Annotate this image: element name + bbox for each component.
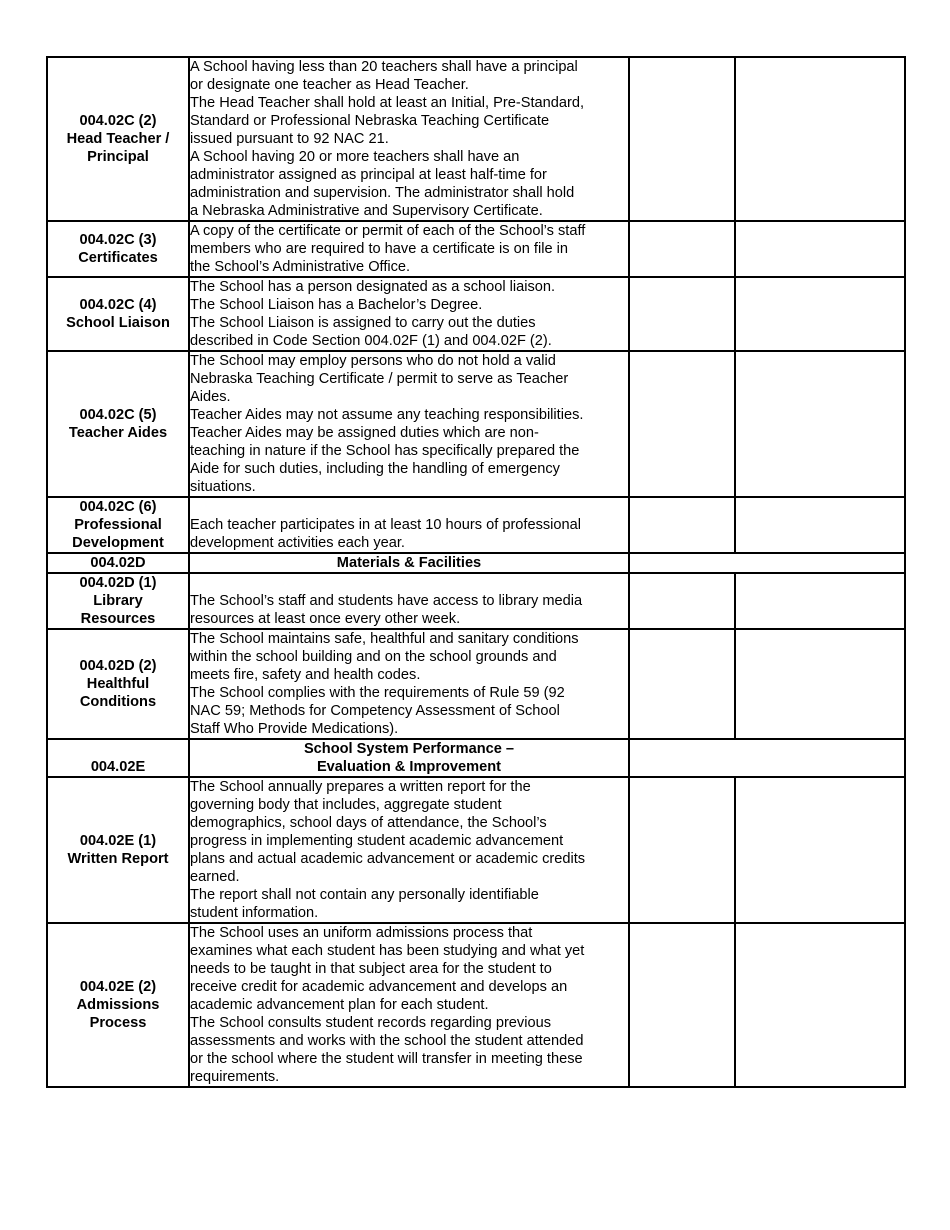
requirement-line: administration and supervision. The administrator shall hold xyxy=(190,185,575,201)
section-code: 004.02E xyxy=(90,759,146,775)
section-heading-row xyxy=(47,553,905,573)
blank-cell xyxy=(629,553,905,573)
section-heading-line: Evaluation & Improvement xyxy=(316,759,502,775)
section-code: 004.02D (1) xyxy=(79,575,157,591)
status-cell xyxy=(629,573,735,629)
table-row xyxy=(47,573,905,629)
table-row xyxy=(47,629,905,739)
requirement-text xyxy=(189,573,629,629)
code-cell xyxy=(47,277,189,351)
requirement-line: earned. xyxy=(190,869,240,885)
code-cell xyxy=(47,553,189,573)
requirement-text xyxy=(189,221,629,277)
notes-cell xyxy=(735,351,905,497)
requirement-line: The School maintains safe, healthful and sanitary conditions xyxy=(190,631,579,647)
status-cell xyxy=(629,497,735,553)
section-heading-line: School System Performance – xyxy=(303,741,515,757)
requirement-line: academic advancement plan for each student. xyxy=(190,997,489,1013)
code-cell xyxy=(47,629,189,739)
requirement-line: The School uses an uniform admissions process that xyxy=(190,925,533,941)
notes-cell xyxy=(735,923,905,1087)
requirement-line: resources at least once every other week. xyxy=(190,611,461,627)
section-heading-row xyxy=(47,739,905,777)
requirement-text xyxy=(189,777,629,923)
requirement-line: assessments and works with the school the student attended xyxy=(190,1033,584,1049)
notes-cell xyxy=(735,57,905,221)
requirement-line: Nebraska Teaching Certificate / permit to serve as Teacher xyxy=(190,371,569,387)
notes-cell xyxy=(735,573,905,629)
section-code: 004.02C (2) xyxy=(79,113,157,129)
section-title: Admissions xyxy=(76,997,160,1013)
requirement-line: A School having 20 or more teachers shall have an xyxy=(190,149,520,165)
requirement-line: receive credit for academic advancement and develops an xyxy=(190,979,568,995)
requirement-line: examines what each student has been studying and what yet xyxy=(190,943,585,959)
requirement-line: The School has a person designated as a school liaison. xyxy=(190,279,556,295)
requirement-line: Standard or Professional Nebraska Teaching Certificate xyxy=(190,113,550,129)
requirement-text xyxy=(189,277,629,351)
code-cell xyxy=(47,351,189,497)
status-cell xyxy=(629,351,735,497)
section-title: School Liaison xyxy=(66,315,170,331)
section-code: 004.02C (3) xyxy=(79,232,157,248)
requirement-line: the School’s Administrative Office. xyxy=(190,259,411,275)
section-heading xyxy=(189,739,629,777)
requirement-text xyxy=(189,351,629,497)
status-cell xyxy=(629,777,735,923)
requirement-line: situations. xyxy=(190,479,256,495)
section-code: 004.02E (2) xyxy=(79,979,157,995)
section-code: 004.02C (6) xyxy=(79,499,157,515)
requirement-line: needs to be taught in that subject area for the student to xyxy=(190,961,552,977)
code-cell xyxy=(47,57,189,221)
notes-cell xyxy=(735,221,905,277)
table-row xyxy=(47,277,905,351)
requirement-text xyxy=(189,497,629,553)
section-title: Process xyxy=(89,1015,147,1031)
notes-cell xyxy=(735,629,905,739)
requirement-line: or the school where the student will transfer in meeting these xyxy=(190,1051,583,1067)
section-title: Conditions xyxy=(79,694,157,710)
requirement-text xyxy=(189,57,629,221)
notes-cell xyxy=(735,777,905,923)
code-cell xyxy=(47,573,189,629)
table-row xyxy=(47,497,905,553)
table-row xyxy=(47,777,905,923)
section-title: Resources xyxy=(80,611,156,627)
section-title: Written Report xyxy=(67,851,169,867)
requirements-table-body xyxy=(47,57,905,1087)
requirement-line: members who are required to have a certificate is on file in xyxy=(190,241,568,257)
section-code: 004.02D xyxy=(90,555,146,571)
requirement-line: Aide for such duties, including the handling of emergency xyxy=(190,461,560,477)
requirement-line: The School complies with the requirements of Rule 59 (92 xyxy=(190,685,565,701)
requirement-line: The School annually prepares a written report for the xyxy=(190,779,531,795)
section-heading xyxy=(189,553,629,573)
notes-cell xyxy=(735,497,905,553)
requirement-line: development activities each year. xyxy=(190,535,405,551)
section-title: Library xyxy=(93,593,143,609)
requirement-line: The School consults student records regarding previous xyxy=(190,1015,551,1031)
requirement-line: The School may employ persons who do not hold a valid xyxy=(190,353,556,369)
requirement-line: A copy of the certificate or permit of each of the School’s staff xyxy=(190,223,586,239)
code-cell xyxy=(47,923,189,1087)
requirement-line: plans and actual academic advancement or academic credits xyxy=(190,851,586,867)
requirement-line: Staff Who Provide Medications). xyxy=(190,721,399,737)
status-cell xyxy=(629,57,735,221)
requirement-line: requirements. xyxy=(190,1069,280,1085)
section-title: Healthful xyxy=(86,676,150,692)
table-row xyxy=(47,923,905,1087)
blank-cell xyxy=(629,739,905,777)
requirement-line: demographics, school days of attendance, the School’s xyxy=(190,815,547,831)
requirement-line: The report shall not contain any personally identifiable xyxy=(190,887,539,903)
table-row xyxy=(47,221,905,277)
requirement-line: a Nebraska Administrative and Supervisory Certificate. xyxy=(190,203,543,219)
section-title: Professional xyxy=(74,517,162,533)
status-cell xyxy=(629,277,735,351)
requirement-line: The School’s staff and students have access to library media xyxy=(190,593,583,609)
requirement-line: A School having less than 20 teachers shall have a principal xyxy=(190,59,578,75)
requirement-line: meets fire, safety and health codes. xyxy=(190,667,421,683)
section-code: 004.02C (4) xyxy=(79,297,157,313)
requirement-line: student information. xyxy=(190,905,319,921)
requirement-line: The School Liaison is assigned to carry out the duties xyxy=(190,315,536,331)
requirement-line: Teacher Aides may be assigned duties which are non- xyxy=(190,425,539,441)
code-cell xyxy=(47,739,189,777)
requirement-line: governing body that includes, aggregate student xyxy=(190,797,502,813)
requirement-text xyxy=(189,629,629,739)
section-title: Teacher Aides xyxy=(68,425,168,441)
requirement-text xyxy=(189,923,629,1087)
requirement-line: The Head Teacher shall hold at least an Initial, Pre-Standard, xyxy=(190,95,584,111)
code-cell xyxy=(47,221,189,277)
table-row xyxy=(47,351,905,497)
section-title: Principal xyxy=(87,149,149,165)
requirement-line: within the school building and on the school grounds and xyxy=(190,649,557,665)
section-code: 004.02D (2) xyxy=(79,658,157,674)
requirements-table xyxy=(46,56,906,1088)
notes-cell xyxy=(735,277,905,351)
section-title: Head Teacher / xyxy=(66,131,170,147)
requirement-line: issued pursuant to 92 NAC 21. xyxy=(190,131,389,147)
requirement-line: Each teacher participates in at least 10 hours of professional xyxy=(190,517,582,533)
table-row xyxy=(47,57,905,221)
requirement-line: The School Liaison has a Bachelor’s Degree. xyxy=(190,297,483,313)
requirement-line: teaching in nature if the School has specifically prepared the xyxy=(190,443,580,459)
status-cell xyxy=(629,923,735,1087)
requirement-line: administrator assigned as principal at least half-time for xyxy=(190,167,547,183)
section-code: 004.02E (1) xyxy=(79,833,157,849)
requirement-line: NAC 59; Methods for Competency Assessment of School xyxy=(190,703,560,719)
requirement-line: or designate one teacher as Head Teacher. xyxy=(190,77,469,93)
code-cell xyxy=(47,497,189,553)
requirement-line: Aides. xyxy=(190,389,231,405)
section-code: 004.02C (5) xyxy=(79,407,157,423)
code-cell xyxy=(47,777,189,923)
requirement-line: described in Code Section 004.02F (1) and 004.02F (2). xyxy=(190,333,552,349)
section-title: Certificates xyxy=(78,250,158,266)
status-cell xyxy=(629,221,735,277)
requirement-line: Teacher Aides may not assume any teaching responsibilities. xyxy=(190,407,584,423)
section-heading-line: Materials & Facilities xyxy=(336,555,482,571)
section-title: Development xyxy=(72,535,164,551)
requirement-line: progress in implementing student academic advancement xyxy=(190,833,564,849)
status-cell xyxy=(629,629,735,739)
